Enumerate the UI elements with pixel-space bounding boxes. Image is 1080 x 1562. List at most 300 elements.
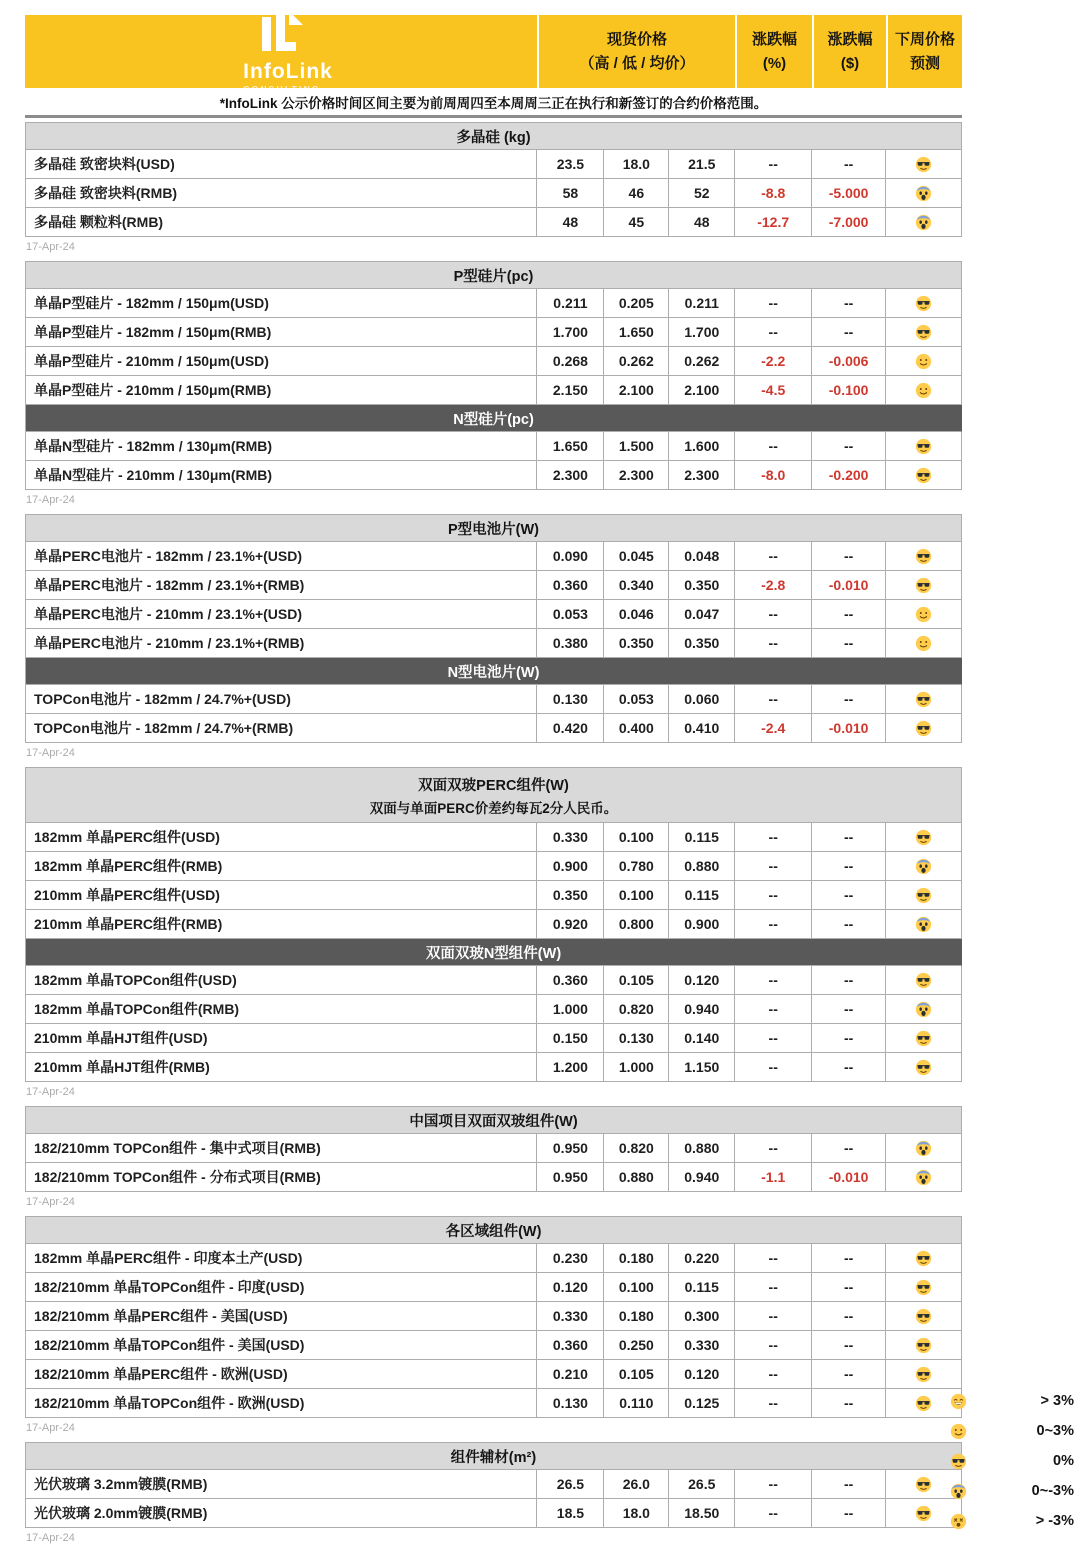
- price-low-cell: [604, 600, 669, 629]
- legend-item: [950, 1386, 1074, 1416]
- value-text: --: [768, 438, 778, 454]
- value-text: --: [843, 1505, 854, 1521]
- value-text: --: [843, 1030, 854, 1046]
- price-low-cell: [604, 1499, 669, 1528]
- value-text: -0.100: [828, 382, 869, 398]
- change-pct-cell: [735, 376, 812, 405]
- value-text: --: [768, 606, 778, 622]
- table-row: [26, 1331, 962, 1360]
- value-text: TOPCon电池片 - 182mm / 24.7%+(USD): [34, 691, 291, 707]
- table-row: [26, 432, 962, 461]
- price-low-cell: [604, 1331, 669, 1360]
- value-text: -5.000: [828, 185, 869, 201]
- forecast-smile-icon: [915, 382, 932, 399]
- value-text: 0.800: [618, 916, 654, 932]
- change-usd-cell: [812, 289, 886, 318]
- price-high-cell: [537, 179, 604, 208]
- value-text: 0.150: [552, 1030, 588, 1046]
- value-text: --: [843, 1366, 854, 1382]
- section-header: [26, 658, 962, 685]
- change-pct-column-header: [735, 15, 812, 88]
- price-low-cell: [604, 461, 669, 490]
- price-low-cell: [604, 347, 669, 376]
- value-text: --: [768, 1140, 778, 1156]
- price-high-cell: [537, 1331, 604, 1360]
- forecast-flat-icon: [915, 887, 932, 904]
- table-header-bar: [25, 15, 962, 94]
- change-pct-cell: [735, 1163, 812, 1192]
- price-avg-cell: [669, 208, 735, 237]
- forecast-cell: [886, 852, 962, 881]
- table-row: [26, 318, 962, 347]
- product-label: [26, 542, 537, 571]
- forecast-flat-icon: [915, 548, 932, 565]
- price-low-cell: [604, 1134, 669, 1163]
- value-text: --: [843, 916, 854, 932]
- value-text: --: [768, 829, 778, 845]
- value-text: 52: [693, 185, 710, 201]
- price-high-cell: [537, 910, 604, 939]
- price-avg-cell: [669, 1244, 735, 1273]
- price-block: [25, 1442, 962, 1546]
- forecast-flat-icon: [915, 1366, 932, 1383]
- change-usd-cell: [812, 208, 886, 237]
- forecast-cell: [886, 571, 962, 600]
- forecast-flat-icon: [915, 1308, 932, 1325]
- value-text: 0.330: [552, 1308, 588, 1324]
- forecast-scream-icon: [915, 916, 932, 933]
- legend-item: [950, 1506, 1074, 1536]
- forecast-flat-icon: [915, 156, 932, 173]
- change-usd-cell: [812, 685, 886, 714]
- forecast-cell: [886, 1331, 962, 1360]
- forecast-flat-icon: [915, 1030, 932, 1047]
- table-row: [26, 852, 962, 881]
- price-high-cell: [537, 1053, 604, 1082]
- table-row: [26, 823, 962, 852]
- forecast-grin-icon: [950, 1393, 972, 1410]
- product-label: [26, 318, 537, 347]
- value-text: 18.50: [684, 1505, 720, 1521]
- table-row: [26, 542, 962, 571]
- value-text: --: [768, 1395, 778, 1411]
- value-text: 1.650: [552, 438, 588, 454]
- value-text: 0.340: [618, 577, 654, 593]
- price-low-cell: [604, 432, 669, 461]
- change-usd-cell: [812, 1331, 886, 1360]
- change-usd-cell: [812, 432, 886, 461]
- value-text: -2.8: [761, 577, 786, 593]
- value-text: -2.2: [761, 353, 786, 369]
- price-block: [25, 767, 962, 1100]
- forecast-flat-icon: [915, 1250, 932, 1267]
- value-text: 1.000: [618, 1059, 654, 1075]
- section-header: [26, 768, 962, 823]
- forecast-flat-icon: [915, 972, 932, 989]
- value-text: 0.220: [684, 1250, 720, 1266]
- value-text: 182/210mm TOPCon组件 - 集中式项目(RMB): [34, 1140, 321, 1156]
- value-text: 0.900: [552, 858, 588, 874]
- change-pct-cell: [735, 432, 812, 461]
- forecast-title-line1: 下周价格: [894, 31, 955, 49]
- forecast-flat-icon: [915, 324, 932, 341]
- value-text: 单晶PERC电池片 - 210mm / 23.1%+(RMB): [34, 635, 305, 651]
- value-text: 0.400: [618, 720, 654, 736]
- value-text: 0.360: [552, 577, 588, 593]
- price-low-cell: [604, 852, 669, 881]
- legend-item: [950, 1416, 1074, 1446]
- value-text: 0.330: [552, 829, 588, 845]
- value-text: 0.110: [619, 1395, 654, 1411]
- section-title: 双面双玻PERC组件(W): [418, 777, 569, 794]
- product-label: [26, 1024, 537, 1053]
- product-label: [26, 179, 537, 208]
- price-low-cell: [604, 1360, 669, 1389]
- change-usd-unit: ($): [840, 54, 860, 72]
- price-low-cell: [604, 714, 669, 743]
- product-label: [26, 1360, 537, 1389]
- section-title: 中国项目双面双玻组件(W): [409, 1113, 578, 1130]
- price-avg-cell: [669, 1389, 735, 1418]
- product-label: [26, 714, 537, 743]
- price-avg-cell: [669, 542, 735, 571]
- table-row: [26, 1302, 962, 1331]
- value-text: 0.130: [618, 1030, 654, 1046]
- value-text: 0.820: [618, 1140, 654, 1156]
- price-block: [25, 122, 962, 255]
- value-text: 48: [562, 214, 579, 230]
- section-header: [26, 262, 962, 289]
- value-text: 182/210mm 单晶PERC组件 - 欧洲(USD): [34, 1366, 288, 1382]
- forecast-cell: [886, 1273, 962, 1302]
- change-pct-cell: [735, 823, 812, 852]
- value-text: TOPCon电池片 - 182mm / 24.7%+(RMB): [34, 720, 294, 736]
- price-avg-cell: [669, 600, 735, 629]
- value-text: 0.105: [618, 972, 654, 988]
- change-usd-cell: [812, 461, 886, 490]
- value-text: 0.950: [552, 1140, 588, 1156]
- forecast-cell: [886, 1134, 962, 1163]
- price-high-cell: [537, 1134, 604, 1163]
- table-row: [26, 1499, 962, 1528]
- value-text: 0.048: [684, 548, 720, 564]
- price-block: [25, 1216, 962, 1436]
- price-avg-cell: [669, 823, 735, 852]
- price-avg-cell: [669, 1024, 735, 1053]
- table-row: [26, 1470, 962, 1499]
- change-pct-cell: [735, 966, 812, 995]
- price-low-cell: [604, 1470, 669, 1499]
- table-row: [26, 150, 962, 179]
- forecast-cell: [886, 179, 962, 208]
- value-text: --: [843, 691, 854, 707]
- price-high-cell: [537, 1024, 604, 1053]
- value-text: 210mm 单晶PERC组件(USD): [34, 887, 220, 903]
- price-high-cell: [537, 1389, 604, 1418]
- value-text: --: [768, 324, 778, 340]
- forecast-cell: [886, 318, 962, 347]
- change-usd-cell: [812, 1499, 886, 1528]
- price-avg-cell: [669, 376, 735, 405]
- date-label: 17-Apr-24: [26, 1086, 75, 1098]
- price-low-cell: [604, 1273, 669, 1302]
- date-label: 17-Apr-24: [26, 494, 75, 506]
- value-text: 0.300: [684, 1308, 720, 1324]
- table-row: [26, 714, 962, 743]
- value-text: --: [843, 606, 854, 622]
- value-text: 0.820: [618, 1001, 654, 1017]
- section-header: [26, 123, 962, 150]
- product-label: [26, 1244, 537, 1273]
- table-row: [26, 600, 962, 629]
- change-pct-cell: [735, 542, 812, 571]
- value-text: 0.420: [552, 720, 588, 736]
- price-block-table: [25, 767, 962, 1082]
- value-text: --: [768, 1059, 778, 1075]
- section-title: P型硅片(pc): [453, 268, 534, 285]
- value-text: -0.010: [828, 1169, 869, 1185]
- value-text: 0.230: [552, 1250, 588, 1266]
- value-text: 0.120: [684, 1366, 720, 1382]
- value-text: 0.053: [552, 606, 588, 622]
- table-row: [26, 1024, 962, 1053]
- product-label: [26, 600, 537, 629]
- forecast-flat-icon: [915, 1476, 932, 1493]
- product-label: [26, 1134, 537, 1163]
- pricing-period-note: *InfoLink 公示价格时间区间主要为前周周四至本周周三正在执行和新签订的合约价格范围。: [25, 88, 962, 118]
- change-usd-cell: [812, 1302, 886, 1331]
- change-usd-cell: [812, 995, 886, 1024]
- change-usd-cell: [812, 1163, 886, 1192]
- value-text: --: [843, 887, 854, 903]
- price-low-cell: [604, 289, 669, 318]
- change-usd-cell: [812, 179, 886, 208]
- price-block-table: [25, 1216, 962, 1418]
- change-pct-cell: [735, 1302, 812, 1331]
- value-text: 0.090: [552, 548, 588, 564]
- change-usd-cell: [812, 629, 886, 658]
- value-text: --: [843, 829, 854, 845]
- change-pct-cell: [735, 910, 812, 939]
- value-text: 0.880: [684, 1140, 720, 1156]
- forecast-flat-icon: [915, 1395, 932, 1412]
- price-high-cell: [537, 347, 604, 376]
- change-usd-cell: [812, 1273, 886, 1302]
- forecast-cell: [886, 289, 962, 318]
- change-pct-cell: [735, 714, 812, 743]
- value-text: 2.300: [684, 467, 720, 483]
- product-label: [26, 685, 537, 714]
- value-text: 0.140: [684, 1030, 720, 1046]
- product-label: [26, 966, 537, 995]
- price-high-cell: [537, 542, 604, 571]
- price-block-table: [25, 1106, 962, 1192]
- value-text: 0.880: [618, 1169, 654, 1185]
- value-text: 单晶N型硅片 - 182mm / 130μm(RMB): [34, 438, 273, 454]
- value-text: 0.211: [684, 295, 719, 311]
- product-label: [26, 1302, 537, 1331]
- price-avg-cell: [669, 150, 735, 179]
- price-high-cell: [537, 1499, 604, 1528]
- value-text: 45: [628, 214, 645, 230]
- value-text: 0.880: [684, 858, 720, 874]
- change-pct-cell: [735, 600, 812, 629]
- table-row: [26, 966, 962, 995]
- price-avg-cell: [669, 1470, 735, 1499]
- change-pct-cell: [735, 318, 812, 347]
- value-text: -1.1: [761, 1169, 786, 1185]
- change-usd-title: 涨跌幅: [827, 31, 873, 49]
- price-low-cell: [604, 1389, 669, 1418]
- change-usd-cell: [812, 714, 886, 743]
- product-label: [26, 1331, 537, 1360]
- value-text: --: [768, 1279, 778, 1295]
- value-text: 0.268: [552, 353, 588, 369]
- table-row: [26, 685, 962, 714]
- value-text: 0.100: [618, 1279, 654, 1295]
- price-avg-cell: [669, 714, 735, 743]
- value-text: 46: [628, 185, 645, 201]
- value-text: 0.115: [684, 1279, 719, 1295]
- date-label: 17-Apr-24: [26, 1422, 75, 1434]
- forecast-cell: [886, 629, 962, 658]
- header-logo-cell: [25, 15, 537, 94]
- price-avg-cell: [669, 1302, 735, 1331]
- price-high-cell: [537, 208, 604, 237]
- value-text: 0.211: [553, 295, 588, 311]
- value-text: -0.006: [828, 353, 869, 369]
- change-pct-cell: [735, 1360, 812, 1389]
- price-high-cell: [537, 1244, 604, 1273]
- change-pct-cell: [735, 1499, 812, 1528]
- forecast-cell: [886, 150, 962, 179]
- value-text: 单晶P型硅片 - 210mm / 150μm(USD): [34, 353, 269, 369]
- value-text: 0.940: [684, 1169, 720, 1185]
- section-title: P型电池片(W): [447, 521, 539, 538]
- value-text: 182/210mm 单晶TOPCon组件 - 印度(USD): [34, 1279, 305, 1295]
- product-label: [26, 1389, 537, 1418]
- value-text: 0.950: [552, 1169, 588, 1185]
- forecast-flat-icon: [915, 691, 932, 708]
- forecast-cell: [886, 542, 962, 571]
- forecast-flat-icon: [915, 467, 932, 484]
- value-text: -2.4: [761, 720, 786, 736]
- forecast-cell: [886, 208, 962, 237]
- legend-item: [950, 1476, 1074, 1506]
- value-text: --: [843, 1395, 854, 1411]
- value-text: -0.010: [828, 577, 869, 593]
- value-text: 2.300: [618, 467, 654, 483]
- value-text: 26.0: [622, 1476, 650, 1492]
- price-high-cell: [537, 1470, 604, 1499]
- table-row: [26, 1360, 962, 1389]
- price-high-cell: [537, 432, 604, 461]
- change-pct-cell: [735, 852, 812, 881]
- value-text: 23.5: [556, 156, 585, 172]
- value-text: 0.410: [684, 720, 720, 736]
- legend-label: > -3%: [1035, 1513, 1074, 1529]
- price-avg-cell: [669, 461, 735, 490]
- table-row: [26, 571, 962, 600]
- price-high-cell: [537, 1302, 604, 1331]
- table-row: [26, 1053, 962, 1082]
- product-label: [26, 1053, 537, 1082]
- table-row: [26, 179, 962, 208]
- legend-label: > 3%: [1040, 1393, 1074, 1409]
- price-avg-cell: [669, 1273, 735, 1302]
- price-high-cell: [537, 376, 604, 405]
- value-text: 210mm 单晶HJT组件(USD): [34, 1030, 208, 1046]
- section-header: [26, 515, 962, 542]
- table-row: [26, 910, 962, 939]
- section-title: N型硅片(pc): [453, 411, 534, 428]
- value-text: 182mm 单晶PERC组件(USD): [34, 829, 220, 845]
- product-label: [26, 852, 537, 881]
- value-text: 0.130: [552, 1395, 588, 1411]
- value-text: 单晶P型硅片 - 182mm / 150μm(RMB): [34, 324, 272, 340]
- value-text: 0.100: [618, 829, 654, 845]
- value-text: --: [843, 156, 854, 172]
- value-text: 单晶PERC电池片 - 182mm / 23.1%+(USD): [34, 548, 303, 564]
- value-text: --: [768, 156, 778, 172]
- forecast-flat-icon: [915, 1059, 932, 1076]
- value-text: 0.250: [618, 1337, 654, 1353]
- value-text: 48: [693, 214, 710, 230]
- value-text: -7.000: [828, 214, 869, 230]
- value-text: --: [768, 1476, 778, 1492]
- forecast-cell: [886, 600, 962, 629]
- value-text: --: [768, 691, 778, 707]
- price-table: [25, 15, 962, 1546]
- value-text: --: [768, 858, 778, 874]
- value-text: 1.000: [552, 1001, 588, 1017]
- price-high-cell: [537, 1273, 604, 1302]
- section-header: [26, 1217, 962, 1244]
- section-title: 组件辅材(m²): [450, 1449, 537, 1466]
- table-row: [26, 461, 962, 490]
- value-text: --: [768, 635, 778, 651]
- forecast-flat-icon: [915, 577, 932, 594]
- change-usd-cell: [812, 1244, 886, 1273]
- section-title: 各区域组件(W): [445, 1223, 542, 1240]
- price-avg-cell: [669, 1053, 735, 1082]
- value-text: 182/210mm 单晶PERC组件 - 美国(USD): [34, 1308, 288, 1324]
- value-text: --: [843, 1308, 854, 1324]
- forecast-flat-icon: [915, 829, 932, 846]
- value-text: 182mm 单晶TOPCon组件(USD): [34, 972, 237, 988]
- change-pct-cell: [735, 629, 812, 658]
- price-avg-cell: [669, 966, 735, 995]
- spot-price-subtitle: （高 / 低 / 均价）: [579, 54, 695, 72]
- value-text: 2.150: [552, 382, 588, 398]
- forecast-smile-icon: [950, 1423, 972, 1440]
- change-usd-cell: [812, 1389, 886, 1418]
- forecast-smile-icon: [915, 353, 932, 370]
- change-usd-cell: [812, 1024, 886, 1053]
- value-text: 2.300: [552, 467, 588, 483]
- change-usd-cell: [812, 1360, 886, 1389]
- forecast-scream-icon: [915, 1140, 932, 1157]
- price-high-cell: [537, 150, 604, 179]
- value-text: 26.5: [556, 1476, 585, 1492]
- product-label: [26, 461, 537, 490]
- value-text: 0.350: [618, 635, 654, 651]
- value-text: 1.150: [684, 1059, 720, 1075]
- forecast-scream-icon: [915, 185, 932, 202]
- value-text: 1.500: [618, 438, 654, 454]
- section-title: N型电池片(W): [447, 664, 540, 681]
- value-text: 0.350: [684, 577, 720, 593]
